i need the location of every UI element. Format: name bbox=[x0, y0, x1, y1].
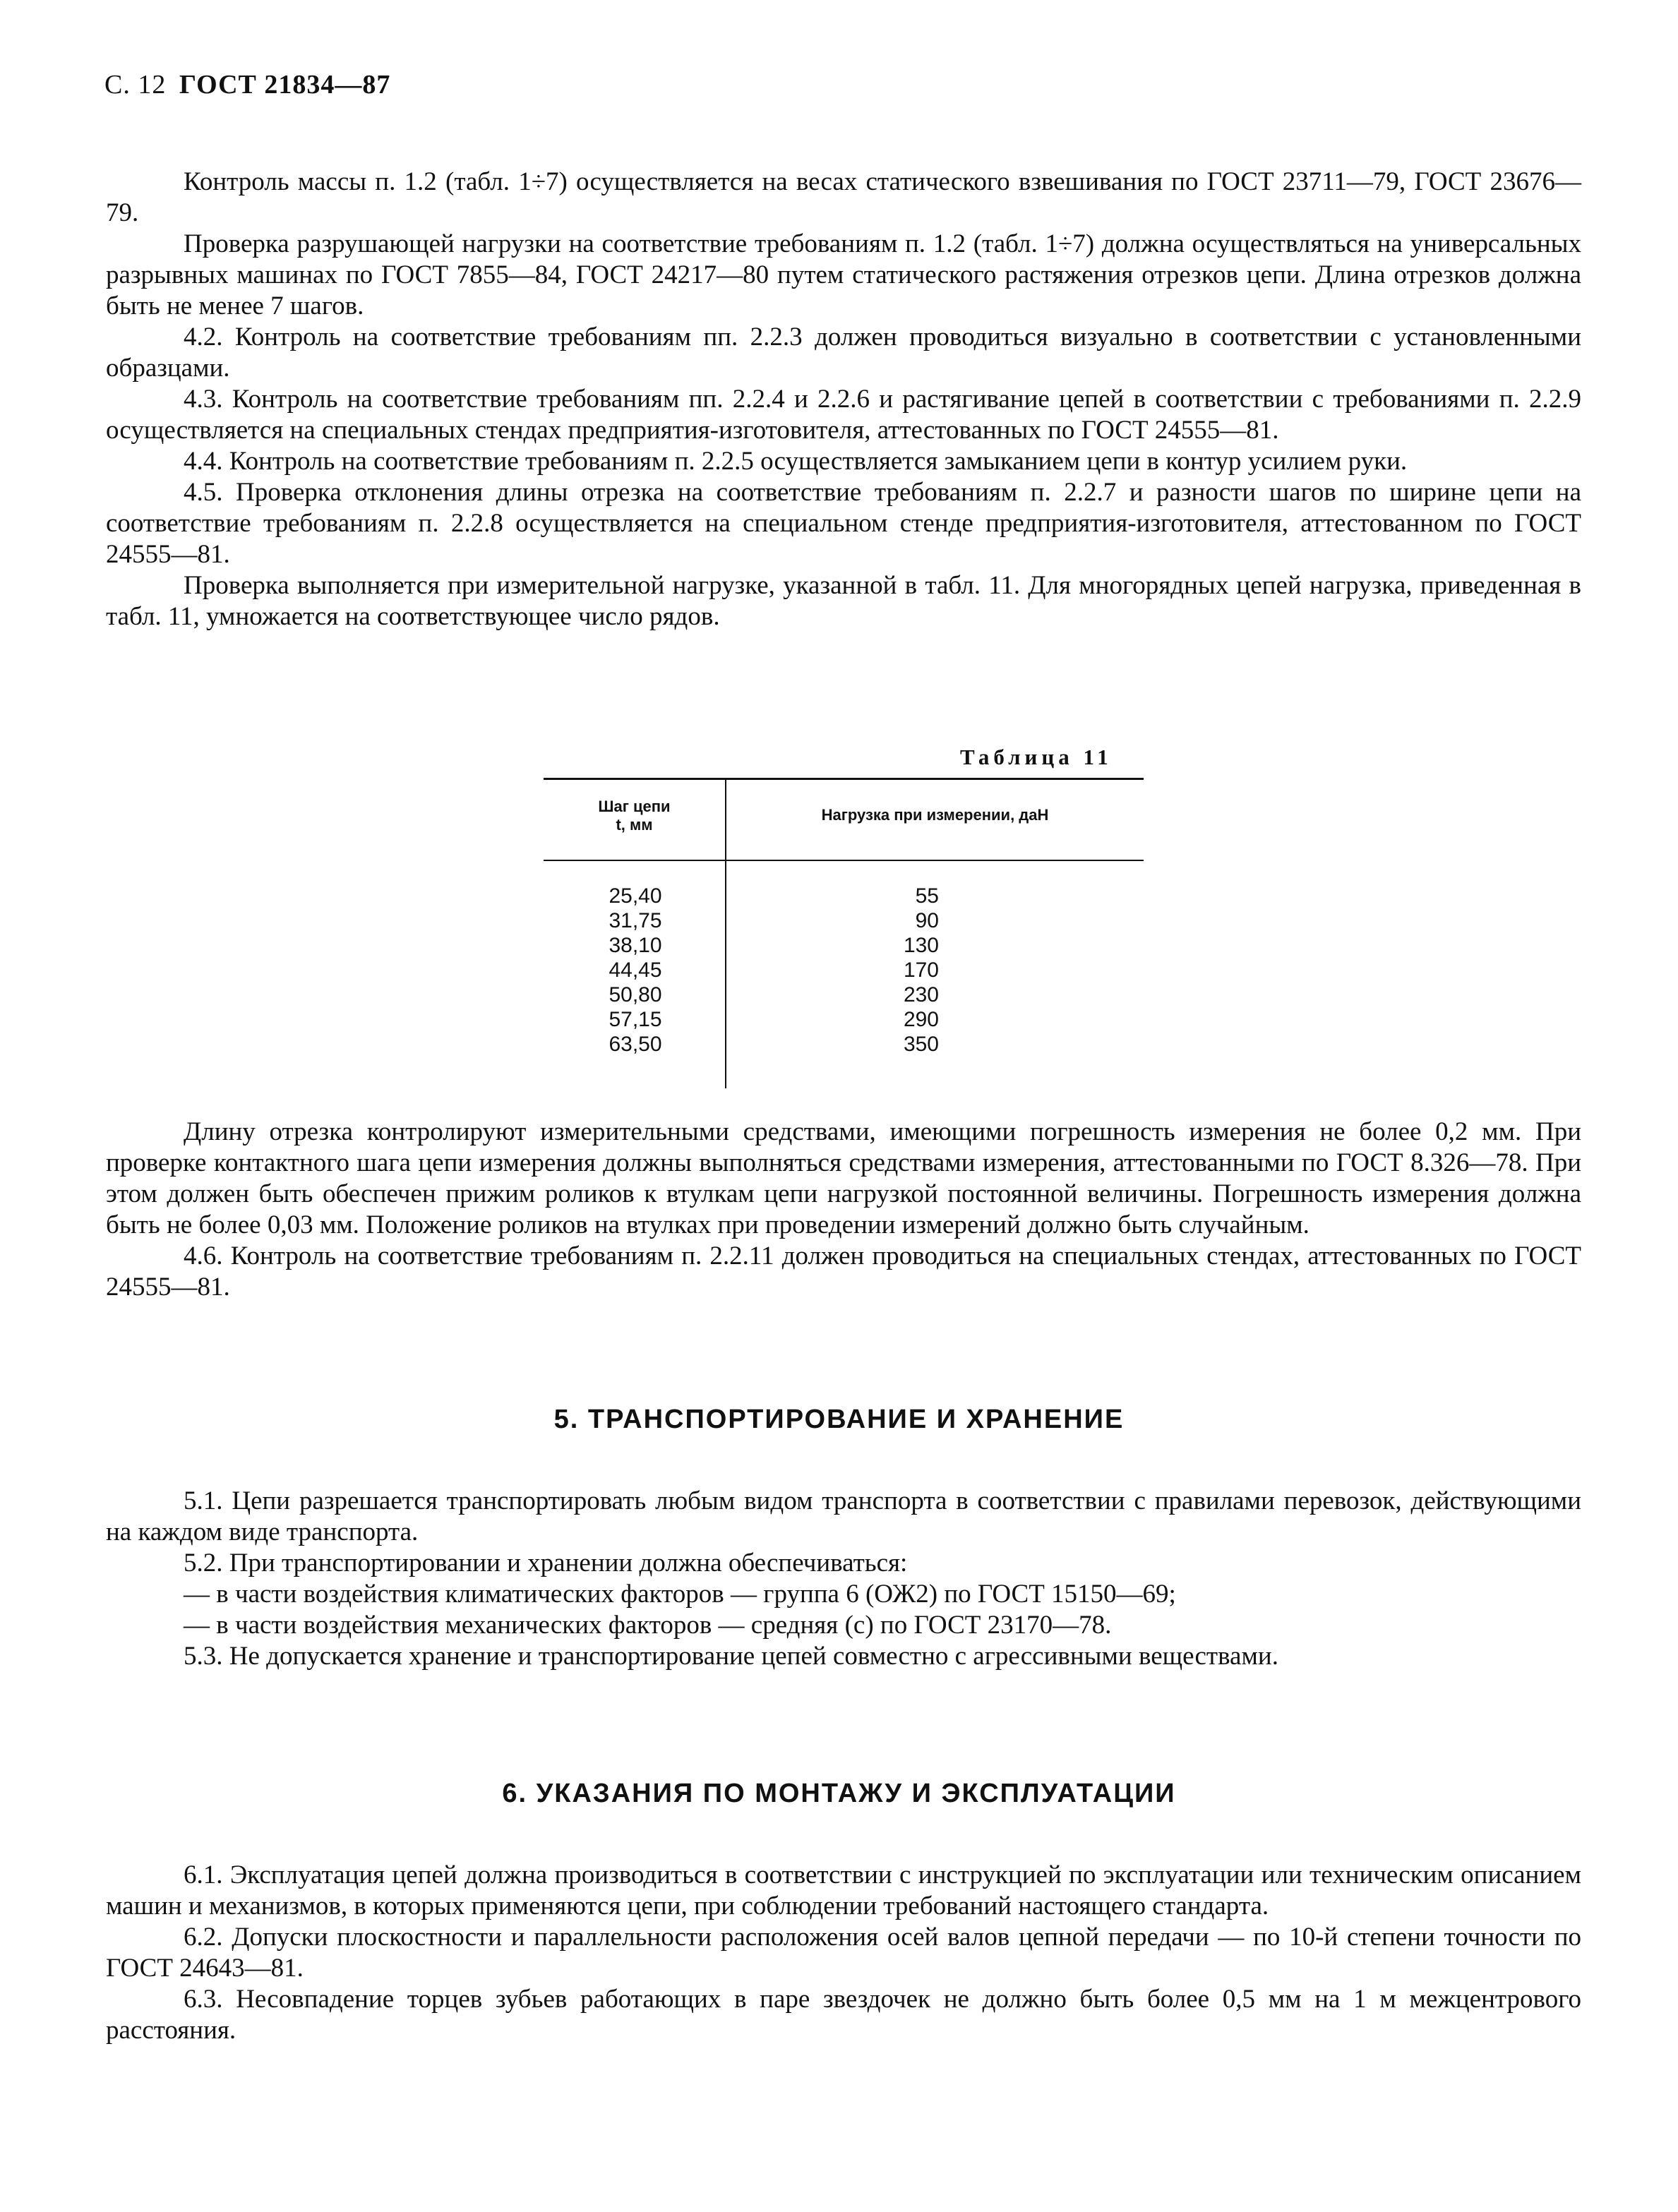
column-header-pitch bbox=[544, 798, 725, 834]
paragraph: Контроль массы п. 1.2 (табл. 1÷7) осуществляется на весах статического взвешивания по ГОСТ 23711—79, ГОСТ 23676—79. bbox=[106, 167, 1581, 227]
load-cell: 170 bbox=[903, 958, 939, 982]
page-number: С. 12 bbox=[104, 70, 167, 100]
list-item: — в части воздействия климатических факторов — группа 6 (ОЖ2) по ГОСТ 15150—69; bbox=[184, 1580, 1176, 1609]
pitch-cell: 44,45 bbox=[609, 958, 662, 982]
load-column bbox=[875, 884, 939, 1057]
section-6-text bbox=[106, 1860, 1581, 2046]
section-5-text bbox=[106, 1486, 1581, 1672]
paragraph: 4.2. Контроль на соответствие требованиям пп. 2.2.3 должен проводиться визуально в соответствии с установленными образцами. bbox=[106, 323, 1581, 383]
load-cell: 290 bbox=[903, 1008, 939, 1031]
pitch-cell: 50,80 bbox=[609, 983, 662, 1006]
paragraph: 5.1. Цепи разрешается транспортировать любым видом транспорта в соответствии с правилами перевозок, действующими на каждом виде транспорта. bbox=[106, 1486, 1581, 1546]
paragraph: 6.2. Допуски плоскостности и параллельности расположения осей валов цепной передачи — по 10-й степени точности по ГОСТ 24643—81. bbox=[106, 1923, 1581, 1983]
paragraph: Проверка выполняется при измерительной нагрузке, указанной в табл. 11. Для многорядных цепей нагрузка, приведенная в табл. 11, умножается на соответствующее число рядов. bbox=[106, 571, 1581, 631]
standard-code: ГОСТ 21834—87 bbox=[179, 70, 391, 100]
load-cell: 90 bbox=[915, 909, 939, 932]
paragraph: 4.3. Контроль на соответствие требованиям пп. 2.2.4 и 2.2.6 и растягивание цепей в соответствии с требованиями п. 2.2.9 осуществляется на специальных стендах предприятия-изготовителя, аттестованных по ГОСТ 24555—81. bbox=[106, 385, 1581, 445]
table-top-rule bbox=[544, 778, 1144, 780]
paragraph: 6.3. Несовпадение торцев зубьев работающих в паре звездочек не должно быть более 0,5 мм на 1 м межцентрового расстояния. bbox=[106, 1985, 1581, 2045]
pitch-cell: 63,50 bbox=[609, 1033, 662, 1056]
section-4-text bbox=[106, 167, 1581, 632]
paragraph: 5.2. При транспортировании и хранении должна обеспечиваться: bbox=[184, 1549, 908, 1577]
load-cell: 130 bbox=[903, 934, 939, 957]
pitch-cell: 31,75 bbox=[609, 909, 662, 932]
table-column-divider bbox=[725, 778, 726, 1088]
paragraph: 4.4. Контроль на соответствие требованиям п. 2.2.5 осуществляется замыканием цепи в контур усилием руки. bbox=[184, 447, 1408, 476]
paragraph: 4.6. Контроль на соответствие требованиям п. 2.2.11 должен проводиться на специальных стендах, аттестованных по ГОСТ 24555—81. bbox=[106, 1242, 1581, 1302]
pitch-column bbox=[593, 884, 678, 1057]
paragraph: Длину отрезка контролируют измерительными средствами, имеющими погрешность измерения не более 0,2 мм. При проверке контактного шага цепи измерения должны выполняться средствами измерения, аттестованными по ГОСТ 8.326—78. При этом должен быть обеспечен прижим роликов к втулкам цепи нагрузкой постоянной величины. Погрешность измерения должна быть не более 0,03 мм. Положение роликов на втулках при проведении измерений должно быть случайным. bbox=[106, 1117, 1581, 1239]
column-header-load: Нагрузка при измерении, даН bbox=[821, 806, 1049, 824]
section-5-title: 5. ТРАНСПОРТИРОВАНИЕ И ХРАНЕНИЕ bbox=[553, 1405, 1125, 1434]
table-caption: Таблица 11 bbox=[960, 745, 1113, 769]
paragraph: 4.5. Проверка отклонения длины отрезка на соответствие требованиям п. 2.2.7 и разности шагов по ширине цепи на соответствие требованиям п. 2.2.8 осуществляется на специальном стенде предприятия-изготовителя, аттестованном по ГОСТ 24555—81. bbox=[106, 478, 1581, 569]
paragraph: Проверка разрушающей нагрузки на соответствие требованиям п. 1.2 (табл. 1÷7) должна осуществляться на универсальных разрывных машинах по ГОСТ 7855—84, ГОСТ 24217—80 путем статического растяжения отрезков цепи. Длина отрезков должна быть не менее 7 шагов. bbox=[106, 229, 1581, 320]
load-cell: 230 bbox=[903, 983, 939, 1006]
pitch-cell: 25,40 bbox=[609, 884, 662, 908]
pitch-cell: 57,15 bbox=[609, 1008, 662, 1031]
column-header-pitch-line2: t, мм bbox=[616, 816, 653, 834]
column-header-pitch-line1: Шаг цепи bbox=[598, 798, 671, 815]
pitch-cell: 38,10 bbox=[609, 934, 662, 957]
paragraph: 5.3. Не допускается хранение и транспортирование цепей совместно с агрессивными веществами. bbox=[184, 1642, 1278, 1671]
section-6-title: 6. УКАЗАНИЯ ПО МОНТАЖУ И ЭКСПЛУАТАЦИИ bbox=[502, 1779, 1176, 1808]
load-cell: 350 bbox=[903, 1033, 939, 1056]
table-header-rule bbox=[544, 860, 1144, 861]
table-11 bbox=[544, 778, 1144, 1088]
page-header bbox=[104, 69, 390, 100]
load-cell: 55 bbox=[915, 884, 939, 908]
list-item: — в части воздействия механических факторов — средняя (с) по ГОСТ 23170—78. bbox=[184, 1611, 1112, 1640]
section-4-continued bbox=[106, 1117, 1581, 1303]
paragraph: 6.1. Эксплуатация цепей должна производиться в соответствии с инструкцией по эксплуатации или техническим описанием машин и механизмов, в которых применяются цепи, при соблюдении требований настоящего стандарта. bbox=[106, 1861, 1581, 1921]
